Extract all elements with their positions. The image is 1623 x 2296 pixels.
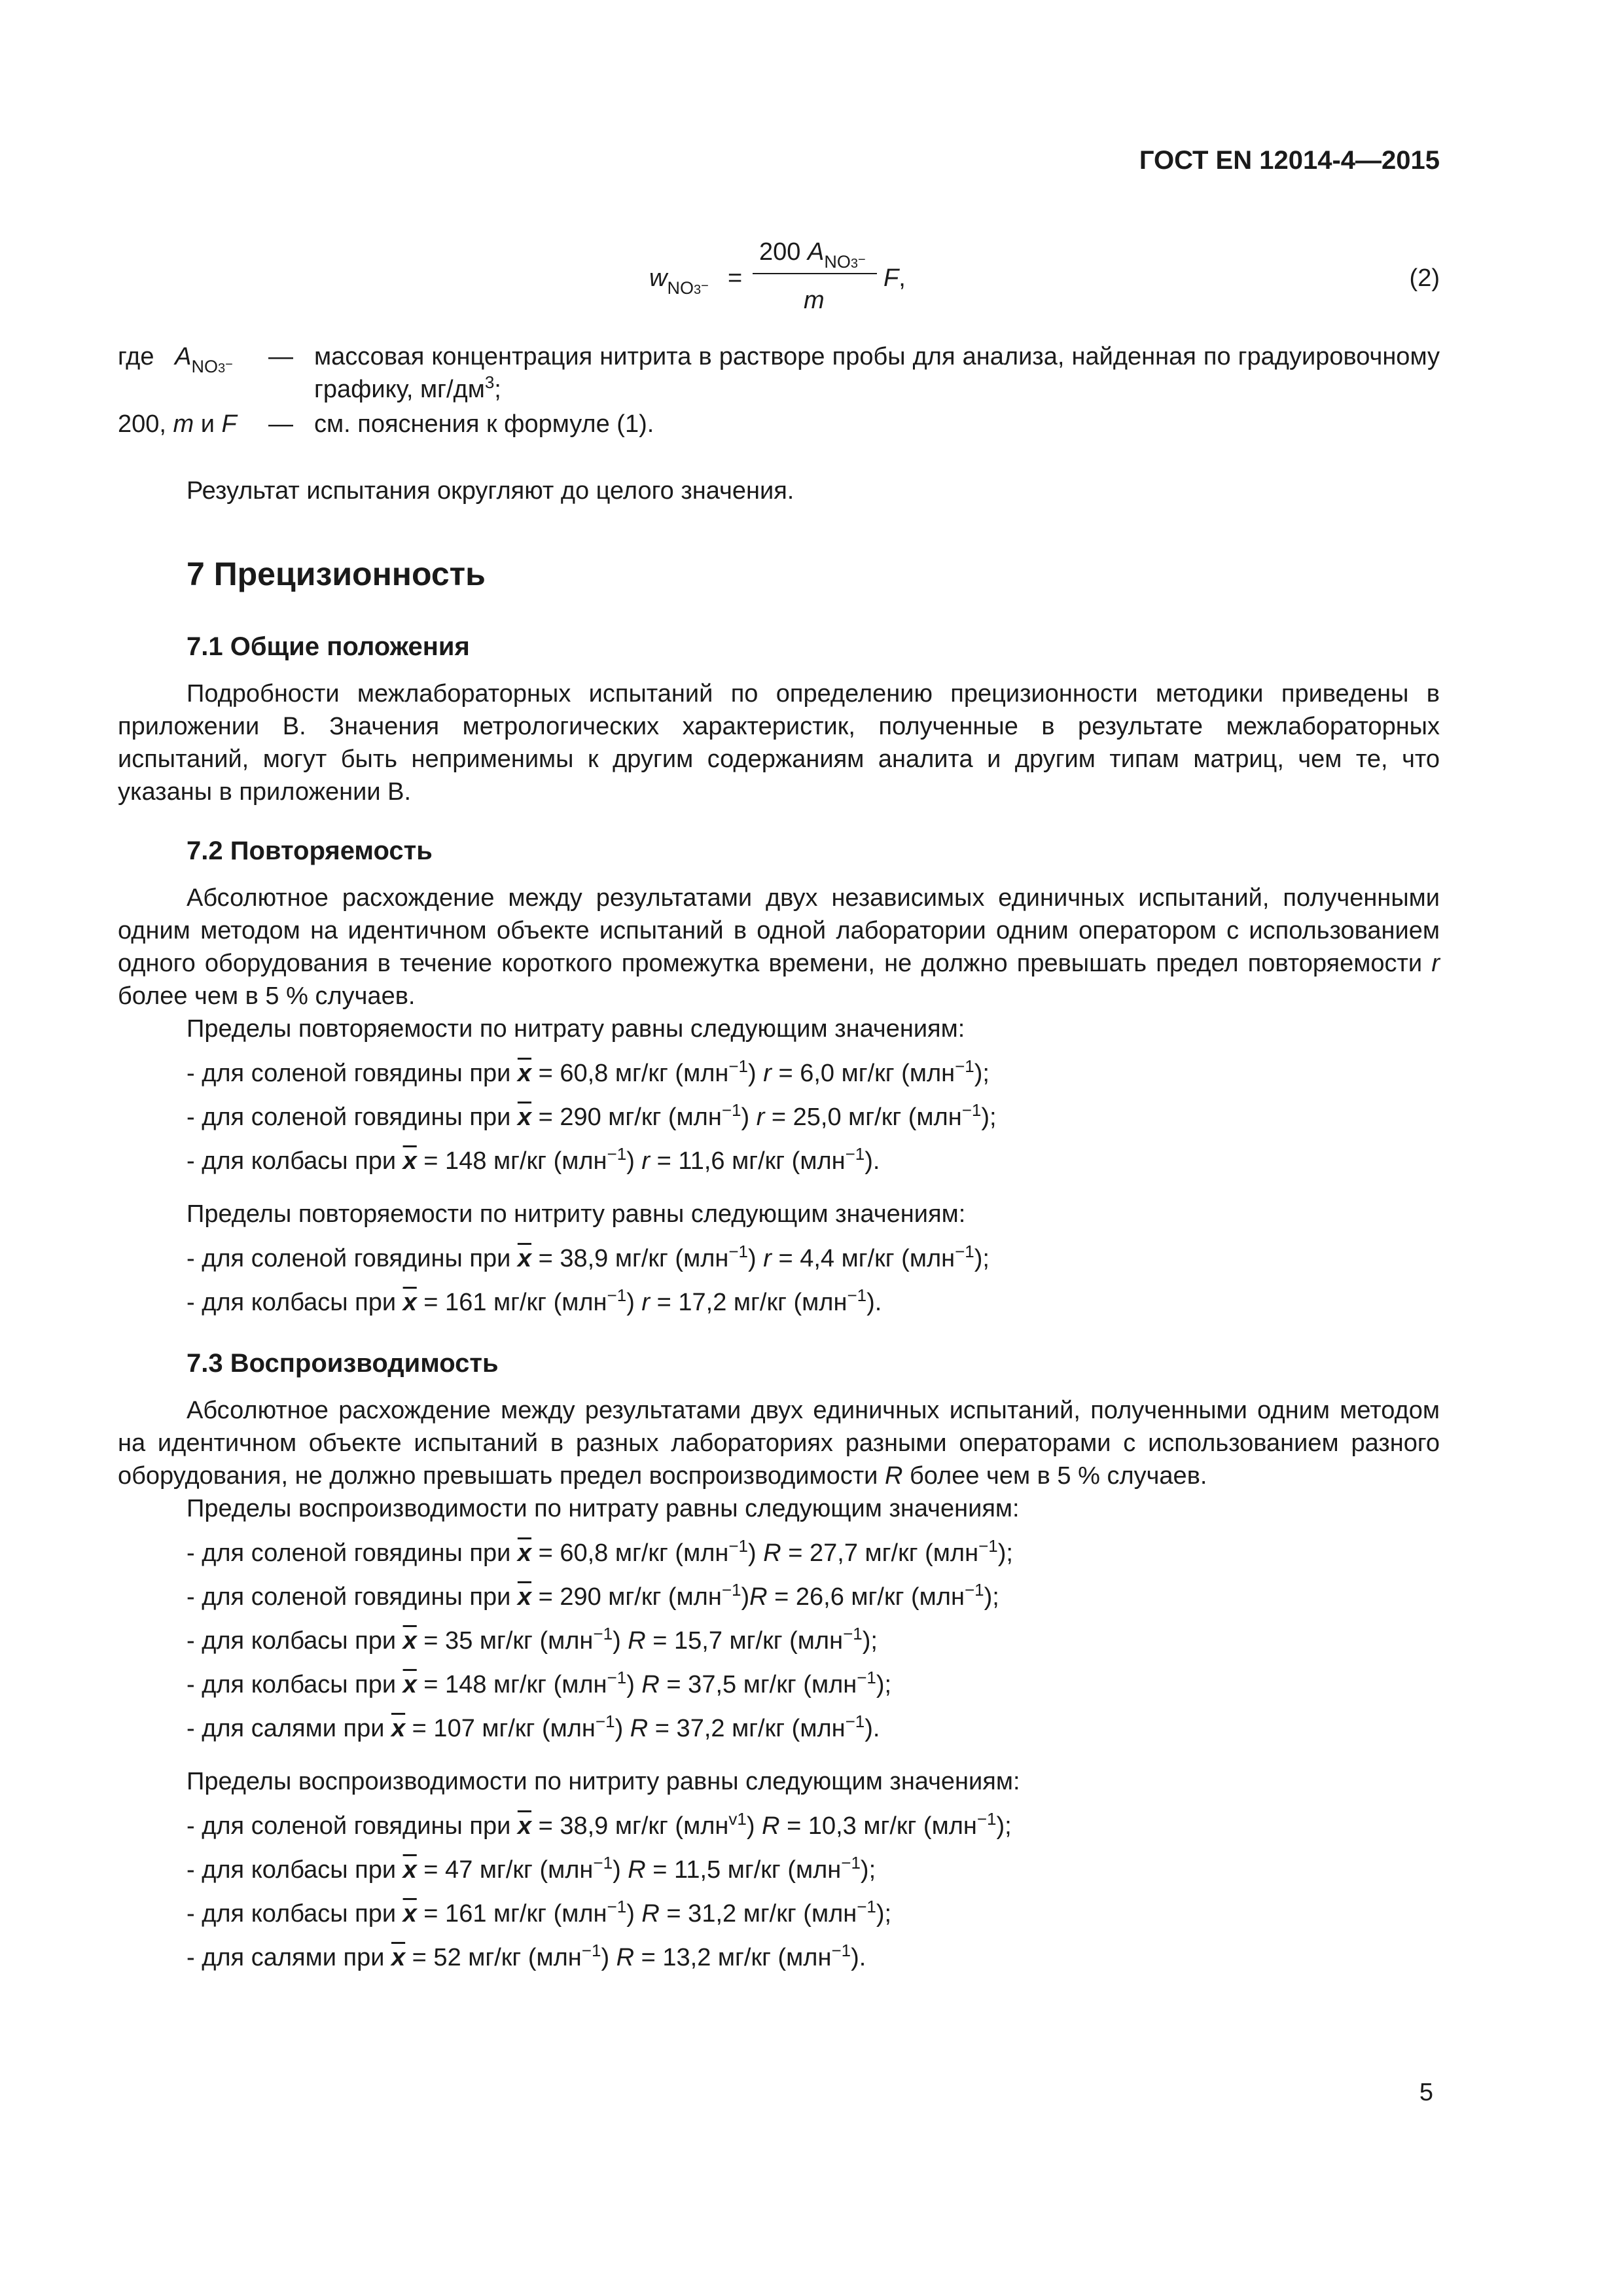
section-7-2-text-a: Абсолютное расхождение между результатами двух независимых единичных испытаний, полученными одним методом на идентичном объекте испытаний в одной лаборатории одним оператором с использованием одного оборудования в течение короткого промежутка времени, не должно превышать предел повторяемости — [118, 884, 1440, 977]
item-prefix: - для салями при — [187, 1944, 391, 1971]
limit-value: = 11,5 мг/кг (млн — [645, 1856, 842, 1884]
main-content — [118, 475, 1440, 1976]
item-end: ); — [862, 1627, 878, 1655]
limit-value: = 10,3 мг/кг (млн — [779, 1812, 977, 1840]
formula-number: (2) — [1409, 264, 1440, 292]
item-prefix: - для соленой говядины при — [187, 1245, 518, 1272]
limit-value: = 4,4 мг/кг (млн — [771, 1245, 955, 1272]
item-separator: ) — [741, 1583, 750, 1611]
section-7-2-title: 7.2 Повторяемость — [187, 836, 433, 865]
mean-symbol: $\overline{x}$ — [402, 1856, 417, 1884]
mean-symbol: $\overline{x}$ — [402, 1147, 417, 1175]
reproducibility-nitrate-list — [118, 1537, 1440, 1747]
formula-legend — [118, 340, 1440, 440]
item-prefix: - для колбасы при — [187, 1627, 403, 1655]
item-end: ); — [981, 1103, 997, 1131]
section-7-3-text-a: Абсолютное расхождение между результатами двух единичных испытаний, полученными одним методом на идентичном объекте испытаний в разных лабораториях разными операторами с использованием разного оборудования, не должно превышать предел воспроизводимости — [118, 1397, 1440, 1490]
legend-desc-1-end: ; — [494, 376, 501, 403]
limit-exponent: −1 — [978, 1536, 998, 1556]
formula-lhs-sub-text: NO — [667, 278, 694, 298]
section-7-3-text-r: R — [884, 1462, 903, 1490]
item-end: ); — [876, 1671, 892, 1698]
item-end: ). — [851, 1944, 866, 1971]
mean-symbol: $\overline{x}$ — [402, 1900, 417, 1928]
item-exponent: −1 — [593, 1853, 613, 1873]
limit-symbol: r — [763, 1060, 772, 1087]
mean-symbol: $\overline{x}$ — [517, 1583, 532, 1611]
list-item — [187, 1057, 1440, 1092]
item-prefix: - для колбасы при — [187, 1671, 403, 1698]
legend-term1-var: A — [175, 343, 192, 370]
item-end: ). — [865, 1147, 880, 1175]
item-exponent: −1 — [728, 1242, 749, 1261]
item-prefix: - для колбасы при — [187, 1856, 403, 1884]
legend-desc-1 — [314, 340, 1440, 408]
limit-symbol: r — [756, 1103, 765, 1131]
limit-symbol: r — [641, 1147, 651, 1175]
limit-exponent: −1 — [964, 1580, 984, 1600]
formula-num-sub-text: NO — [824, 252, 851, 272]
list-item — [187, 1145, 1440, 1179]
reproducibility-nitrate-intro: Пределы воспроизводимости по нитрату равны следующим значениям: — [187, 1495, 1020, 1522]
limit-exponent: −1 — [841, 1853, 861, 1873]
formula-num-sub-minus: − — [857, 253, 866, 267]
legend-dash-1: — — [268, 343, 293, 370]
limit-symbol: R — [763, 1539, 781, 1567]
limit-value: = 11,6 мг/кг (млн — [650, 1147, 846, 1175]
item-prefix: - для колбасы при — [187, 1147, 403, 1175]
limit-symbol: R — [628, 1627, 646, 1655]
item-value: = 52 мг/кг (млн — [405, 1944, 582, 1971]
legend-term2-f: F — [221, 410, 237, 438]
list-item — [187, 1854, 1440, 1888]
legend-term1-sub-minus: − — [225, 357, 233, 372]
item-end: ). — [865, 1715, 880, 1742]
limit-value: = 27,7 мг/кг (млн — [781, 1539, 979, 1567]
formula-denominator: m — [804, 287, 825, 314]
item-exponent: −1 — [728, 1536, 749, 1556]
result-paragraph: Результат испытания округляют до целого значения. — [187, 477, 794, 505]
limit-value: = 31,2 мг/кг (млн — [659, 1900, 857, 1928]
mean-symbol: $\overline{x}$ — [517, 1539, 532, 1567]
legend-desc-2: см. пояснения к формуле (1). — [314, 410, 654, 438]
limit-exponent: −1 — [955, 1056, 974, 1076]
list-item — [187, 1581, 1440, 1615]
item-value: = 38,9 мг/кг (млн — [531, 1812, 729, 1840]
item-exponent: −1 — [593, 1624, 613, 1643]
limit-value: = 17,2 мг/кг (млн — [650, 1289, 847, 1316]
mean-symbol: $\overline{x}$ — [517, 1812, 532, 1840]
formula-lhs-var: w — [649, 264, 668, 292]
item-separator: ) — [626, 1671, 642, 1698]
section-7-title: 7 Прецизионность — [187, 556, 486, 592]
item-exponent: −1 — [728, 1056, 749, 1076]
legend-term2-m: m — [173, 410, 194, 438]
limit-exponent: −1 — [961, 1100, 982, 1120]
item-value: = 148 мг/кг (млн — [416, 1671, 607, 1698]
item-separator: ) — [626, 1900, 642, 1928]
item-separator: ) — [613, 1856, 628, 1884]
repeatability-nitrite-intro: Пределы повторяемости по нитриту равны следующим значениям: — [187, 1200, 966, 1228]
section-7-2-text — [118, 882, 1440, 1013]
item-prefix: - для колбасы при — [187, 1289, 403, 1316]
formula-2 — [0, 236, 1623, 314]
section-7-1-title: 7.1 Общие положения — [187, 632, 470, 661]
reproducibility-nitrite-intro: Пределы воспроизводимости по нитриту равны следующим значениям: — [187, 1768, 1020, 1795]
limit-exponent: −1 — [847, 1285, 867, 1305]
item-separator: ) — [746, 1812, 762, 1840]
item-prefix: - для соленой говядины при — [187, 1060, 518, 1087]
item-exponent: −1 — [595, 1712, 615, 1731]
limit-symbol: R — [641, 1900, 660, 1928]
section-7-2-text-r: r — [1431, 950, 1440, 977]
limit-value: = 25,0 мг/кг (млн — [764, 1103, 962, 1131]
item-separator: ) — [615, 1715, 630, 1742]
limit-value: = 13,2 мг/кг (млн — [634, 1944, 832, 1971]
list-item — [187, 1810, 1440, 1844]
limit-exponent: −1 — [845, 1144, 865, 1164]
item-exponent: −1 — [607, 1285, 627, 1305]
item-separator: ) — [626, 1289, 642, 1316]
item-value: = 148 мг/кг (млн — [416, 1147, 607, 1175]
item-exponent: −1 — [721, 1580, 741, 1600]
limit-exponent: −1 — [976, 1809, 997, 1829]
formula-num-sub-3: 3 — [850, 257, 858, 271]
item-end: ). — [866, 1289, 882, 1316]
reproducibility-nitrite-list — [118, 1810, 1440, 1976]
formula-numerator — [759, 236, 866, 272]
item-prefix: - для салями при — [187, 1715, 391, 1742]
item-exponent: −1 — [607, 1668, 627, 1687]
limit-value: = 6,0 мг/кг (млн — [771, 1060, 955, 1087]
legend-term — [118, 340, 233, 377]
list-item — [187, 1712, 1440, 1747]
item-prefix: - для соленой говядины при — [187, 1103, 518, 1131]
limit-symbol: R — [630, 1715, 649, 1742]
item-value: = 107 мг/кг (млн — [405, 1715, 596, 1742]
limit-symbol: R — [616, 1944, 635, 1971]
limit-exponent: −1 — [955, 1242, 974, 1261]
item-value: = 60,8 мг/кг (млн — [531, 1060, 729, 1087]
item-value: = 47 мг/кг (млн — [416, 1856, 594, 1884]
mean-symbol: $\overline{x}$ — [517, 1245, 532, 1272]
item-value: = 35 мг/кг (млн — [416, 1627, 594, 1655]
limit-symbol: R — [762, 1812, 780, 1840]
mean-symbol: $\overline{x}$ — [402, 1289, 417, 1316]
formula-lhs-sub — [667, 278, 708, 298]
formula-lhs-sub-3: 3 — [693, 283, 702, 297]
formula-rhs-var: F — [883, 264, 899, 292]
limit-symbol: R — [641, 1671, 660, 1698]
item-separator: ) — [748, 1539, 764, 1567]
item-value: = 161 мг/кг (млн — [416, 1900, 607, 1928]
formula-equals: = — [728, 264, 743, 292]
limit-exponent: −1 — [831, 1941, 851, 1960]
section-7-1-text: Подробности межлабораторных испытаний по определению прецизионности методики приведены в приложении В. Значения метрологических характеристик, полученные в результате межлабораторных испытаний, могут быть неприменимы к другим содержаниям аналита и другим типам матриц, чем те, что указаны в приложении В. — [118, 680, 1440, 806]
formula-num-sub — [824, 252, 865, 272]
limit-value: = 37,5 мг/кг (млн — [659, 1671, 857, 1698]
fraction-bar — [753, 273, 877, 274]
item-prefix: - для соленой говядины при — [187, 1539, 518, 1567]
list-item — [187, 1242, 1440, 1277]
item-prefix: - для соленой говядины при — [187, 1583, 518, 1611]
item-prefix: - для соленой говядины при — [187, 1812, 518, 1840]
legend-lead: где — [118, 343, 154, 370]
item-end: ); — [997, 1539, 1013, 1567]
repeatability-nitrite-list — [118, 1242, 1440, 1321]
formula-lhs — [649, 262, 709, 298]
mean-symbol: $\overline{x}$ — [402, 1671, 417, 1698]
formula-rhs-comma: , — [899, 264, 906, 292]
item-end: ); — [974, 1245, 990, 1272]
repeatability-nitrate-list — [118, 1057, 1440, 1179]
limit-value: = 26,6 мг/кг (млн — [767, 1583, 965, 1611]
legend-desc-1-text: массовая концентрация нитрита в растворе пробы для анализа, найденная по градуировочному графику, мг/дм — [314, 343, 1440, 403]
document-header: ГОСТ EN 12014-4—2015 — [1139, 146, 1440, 175]
item-exponent: −1 — [607, 1144, 627, 1164]
item-separator: ) — [741, 1103, 757, 1131]
item-value: = 38,9 мг/кг (млн — [531, 1245, 729, 1272]
item-value: = 290 мг/кг (млн — [531, 1103, 722, 1131]
legend-term1-sub — [192, 357, 233, 376]
item-end: ); — [984, 1583, 999, 1611]
limit-symbol: R — [628, 1856, 646, 1884]
mean-symbol: $\overline{x}$ — [391, 1715, 406, 1742]
limit-symbol: r — [763, 1245, 772, 1272]
formula-lhs-sub-minus: − — [701, 279, 709, 293]
list-item — [187, 1286, 1440, 1321]
list-item — [187, 1668, 1440, 1703]
section-7-3-text-b: более чем в 5 % случаев. — [902, 1462, 1207, 1490]
legend-term2-and: и — [194, 410, 222, 438]
formula-num-var: A — [807, 238, 825, 266]
item-separator: ) — [613, 1627, 628, 1655]
legend-term1-sub-3: 3 — [218, 361, 226, 376]
limit-value: = 37,2 мг/кг (млн — [648, 1715, 846, 1742]
legend-term2-a: 200, — [118, 410, 173, 438]
formula-num-const: 200 — [759, 238, 801, 266]
section-7-2-text-b: более чем в 5 % случаев. — [118, 982, 416, 1010]
mean-symbol: $\overline{x}$ — [391, 1944, 406, 1971]
item-prefix: - для колбасы при — [187, 1900, 403, 1928]
legend-desc-1-sup: 3 — [484, 372, 495, 392]
legend-term-2 — [118, 408, 237, 440]
repeatability-nitrate-intro: Пределы повторяемости по нитрату равны следующим значениям: — [187, 1015, 965, 1043]
item-value: = 290 мг/кг (млн — [531, 1583, 722, 1611]
page-number: 5 — [1419, 2079, 1433, 2106]
limit-exponent: −1 — [857, 1668, 876, 1687]
item-exponent: −1 — [581, 1941, 601, 1960]
list-item — [187, 1897, 1440, 1932]
item-exponent: −1 — [607, 1897, 627, 1916]
item-exponent: v1 — [728, 1809, 747, 1829]
section-7-3-title: 7.3 Воспроизводимость — [187, 1349, 499, 1378]
section-7-3-text — [118, 1394, 1440, 1492]
limit-value: = 15,7 мг/кг (млн — [645, 1627, 844, 1655]
item-value: = 60,8 мг/кг (млн — [531, 1539, 729, 1567]
item-separator: ) — [626, 1147, 642, 1175]
legend-dash-2: — — [268, 410, 293, 438]
item-separator: ) — [748, 1245, 764, 1272]
list-item — [187, 1941, 1440, 1976]
item-end: ); — [996, 1812, 1012, 1840]
list-item — [187, 1537, 1440, 1571]
item-value: = 161 мг/кг (млн — [416, 1289, 607, 1316]
formula-rhs — [883, 262, 906, 295]
item-end: ); — [860, 1856, 876, 1884]
limit-exponent: −1 — [843, 1624, 863, 1643]
item-end: ); — [974, 1060, 990, 1087]
legend-row-2 — [118, 408, 1440, 440]
item-separator: ) — [748, 1060, 764, 1087]
legend-row-anо3 — [118, 340, 1440, 408]
mean-symbol: $\overline{x}$ — [402, 1627, 417, 1655]
item-exponent: −1 — [721, 1100, 741, 1120]
list-item — [187, 1101, 1440, 1136]
limit-exponent: −1 — [845, 1712, 865, 1731]
item-end: ); — [876, 1900, 892, 1928]
limit-symbol: R — [749, 1583, 768, 1611]
limit-symbol: r — [641, 1289, 651, 1316]
item-separator: ) — [601, 1944, 616, 1971]
mean-symbol: $\overline{x}$ — [517, 1060, 532, 1087]
limit-exponent: −1 — [857, 1897, 876, 1916]
legend-term1-sub-text: NO — [191, 357, 219, 376]
mean-symbol: $\overline{x}$ — [517, 1103, 532, 1131]
list-item — [187, 1624, 1440, 1659]
